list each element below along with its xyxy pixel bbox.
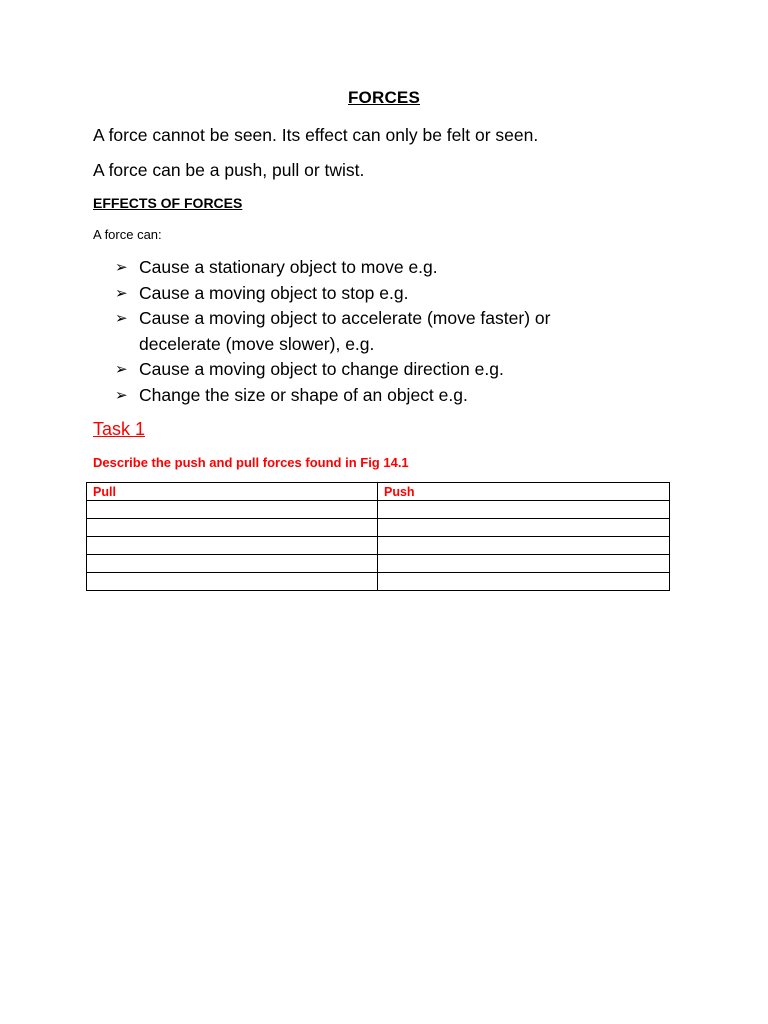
column-header-pull: Pull — [87, 483, 378, 501]
page-title: FORCES — [347, 88, 421, 107]
table-row — [87, 501, 670, 519]
list-item-text: Cause a moving object to change direction e.g. — [139, 359, 504, 379]
list-item — [115, 357, 635, 383]
list-item — [115, 255, 635, 281]
table-row — [87, 573, 670, 591]
intro-paragraph-2: A force can be a push, pull or twist. — [93, 160, 365, 180]
table-cell-pull[interactable] — [87, 519, 378, 537]
section-heading: EFFECTS OF FORCES — [93, 195, 243, 211]
table-cell-push[interactable] — [378, 537, 670, 555]
list-item — [115, 306, 635, 357]
arrow-bullet-icon: ➢ — [115, 309, 128, 327]
list-item-text: Change the size or shape of an object e.g. — [139, 384, 468, 405]
list-item — [115, 383, 635, 409]
arrow-bullet-icon: ➢ — [115, 258, 128, 276]
list-item — [115, 281, 635, 307]
effects-list — [115, 255, 635, 408]
arrow-bullet-icon: ➢ — [115, 385, 128, 404]
task-label: Task 1 — [93, 419, 146, 439]
table-cell-push[interactable] — [378, 573, 670, 591]
table-row — [87, 555, 670, 573]
table-cell-pull[interactable] — [87, 573, 378, 591]
push-pull-table — [86, 482, 670, 591]
table-cell-push[interactable] — [378, 555, 670, 573]
intro-paragraph-1: A force cannot be seen. Its effect can only be felt or seen. — [93, 125, 539, 145]
task-instruction: Describe the push and pull forces found in Fig 14.1 — [93, 455, 409, 470]
table-cell-push[interactable] — [378, 501, 670, 519]
table-cell-pull[interactable] — [87, 555, 378, 573]
table-row — [87, 537, 670, 555]
arrow-bullet-icon: ➢ — [115, 283, 128, 302]
table-cell-pull[interactable] — [87, 537, 378, 555]
list-item-text: Cause a stationary object to move e.g. — [139, 257, 438, 277]
column-header-push: Push — [378, 483, 670, 501]
list-item-text: Cause a moving object to accelerate (move faster) or decelerate (move slower), e.g. — [139, 308, 551, 354]
table-header-row — [87, 483, 670, 501]
list-lead-in: A force can: — [93, 227, 162, 242]
list-item-text: Cause a moving object to stop e.g. — [139, 282, 409, 303]
arrow-bullet-icon: ➢ — [115, 360, 128, 378]
table-cell-pull[interactable] — [87, 501, 378, 519]
table-row — [87, 519, 670, 537]
table-cell-push[interactable] — [378, 519, 670, 537]
